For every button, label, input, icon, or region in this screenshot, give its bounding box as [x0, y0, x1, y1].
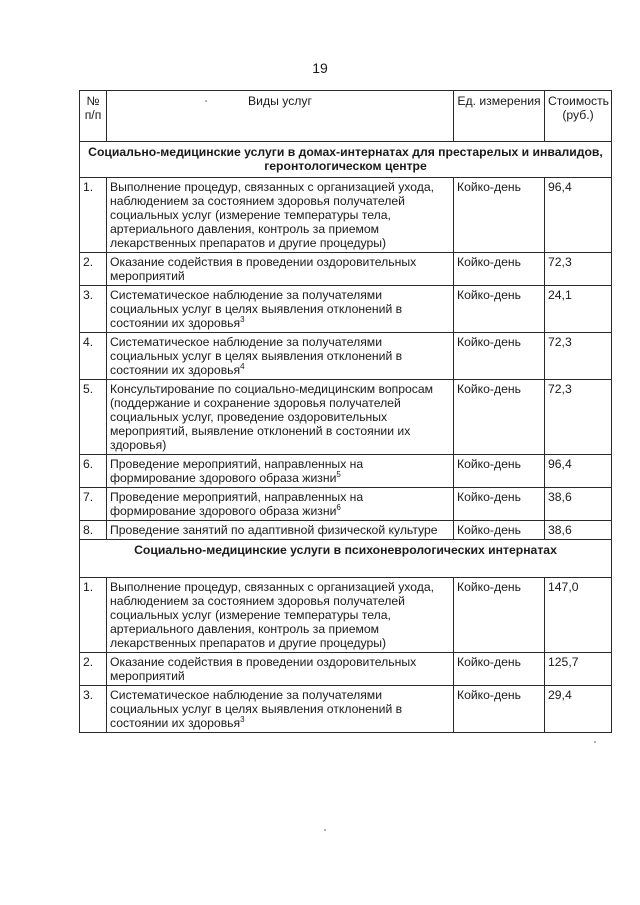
unit-cell: Койко-день [454, 178, 545, 253]
row-number: 7. [80, 488, 107, 521]
footnote-marker: 3 [240, 714, 245, 724]
row-number: 8. [80, 521, 107, 540]
service-name: Выполнение процедур, связанных с организацией ухода, наблюдением за состоянием здоровья получателей социальных услуг (измерение температуры тела, артериального давления, контроль за приемом лекарственных препаратов и другие процедуры) [110, 580, 435, 650]
unit-cell: Койко-день [454, 333, 545, 380]
table-row [80, 380, 612, 455]
row-number: 3. [80, 286, 107, 333]
service-name-cell [107, 455, 454, 488]
table-row [80, 178, 612, 253]
header-num: № п/п [80, 91, 107, 142]
service-name-cell [107, 686, 454, 733]
row-number: 5. [80, 380, 107, 455]
footnote-marker: 5 [336, 469, 341, 479]
service-name: Систематическое наблюдение за получателями социальных услуг в целях выявления отклонений в состоянии их здоровья [110, 335, 403, 377]
cost-cell: 29,4 [545, 686, 612, 733]
unit-cell: Койко-день [454, 686, 545, 733]
cost-cell: 38,6 [545, 488, 612, 521]
table-row [80, 286, 612, 333]
service-name-cell [107, 178, 454, 253]
table-row [80, 253, 612, 286]
cost-cell: 147,0 [545, 578, 612, 653]
cost-cell: 24,1 [545, 286, 612, 333]
service-name: Систематическое наблюдение за получателями социальных услуг в целях выявления отклонений в состоянии их здоровья [110, 688, 403, 730]
unit-cell: Койко-день [454, 521, 545, 540]
table-row [80, 578, 612, 653]
scan-speck [594, 741, 596, 743]
service-name: Оказание содействия в проведении оздоровительных мероприятий [110, 255, 417, 283]
service-name-cell [107, 333, 454, 380]
footnote-marker: 3 [240, 314, 245, 324]
service-name: Проведение мероприятий, направленных на формирование здорового образа жизни [110, 457, 364, 485]
service-name-cell [107, 653, 454, 686]
row-number: 3. [80, 686, 107, 733]
cost-cell: 96,4 [545, 178, 612, 253]
header-cost: Стоимость (руб.) [545, 91, 612, 142]
service-name-cell [107, 380, 454, 455]
table-row [80, 333, 612, 380]
table-row [80, 653, 612, 686]
service-name: Проведение мероприятий, направленных на формирование здорового образа жизни [110, 490, 364, 518]
service-name-cell [107, 521, 454, 540]
row-number: 2. [80, 653, 107, 686]
header-unit: Ед. измерения [454, 91, 545, 142]
service-name: Оказание содействия в проведении оздоровительных мероприятий [110, 655, 417, 683]
page-number: 19 [312, 60, 328, 76]
row-number: 6. [80, 455, 107, 488]
unit-cell: Койко-день [454, 653, 545, 686]
cost-cell: 72,3 [545, 333, 612, 380]
scan-speck [324, 829, 326, 831]
row-number: 1. [80, 578, 107, 653]
section-header-row [80, 142, 612, 178]
table-header-row [80, 91, 612, 142]
table-row [80, 686, 612, 733]
cost-cell: 125,7 [545, 653, 612, 686]
service-name: Проведение занятий по адаптивной физической культуре [110, 523, 438, 537]
table-row [80, 488, 612, 521]
unit-cell: Койко-день [454, 380, 545, 455]
scan-speck [205, 100, 207, 102]
services-table [79, 90, 612, 733]
row-number: 4. [80, 333, 107, 380]
unit-cell: Койко-день [454, 578, 545, 653]
service-name: Выполнение процедур, связанных с организацией ухода, наблюдением за состоянием здоровья получателей социальных услуг (измерение температуры тела, артериального давления, контроль за приемом лекарственных препаратов и другие процедуры) [110, 180, 435, 250]
row-number: 2. [80, 253, 107, 286]
footnote-marker: 4 [240, 361, 245, 371]
table-row [80, 455, 612, 488]
service-name-cell [107, 253, 454, 286]
row-number: 1. [80, 178, 107, 253]
cost-cell: 72,3 [545, 253, 612, 286]
service-name: Консультирование по социально-медицинским вопросам (поддержание и сохранение здоровья получателей социальных услуг, проведение оздоровительных мероприятий, выявление отклонений в состоянии их здоровья) [110, 382, 434, 452]
cost-cell: 38,6 [545, 521, 612, 540]
cost-cell: 72,3 [545, 380, 612, 455]
unit-cell: Койко-день [454, 455, 545, 488]
section-header-row [80, 540, 612, 578]
table-body [80, 142, 612, 733]
unit-cell: Койко-день [454, 488, 545, 521]
service-name-cell [107, 578, 454, 653]
unit-cell: Койко-день [454, 253, 545, 286]
section-title: Социально-медицинские услуги в домах-интернатах для престарелых и инвалидов, геронтологическом центре [80, 142, 612, 178]
header-name: Виды услуг [107, 91, 454, 142]
unit-cell: Койко-день [454, 286, 545, 333]
cost-cell: 96,4 [545, 455, 612, 488]
service-name-cell [107, 286, 454, 333]
service-name: Систематическое наблюдение за получателями социальных услуг в целях выявления отклонений в состоянии их здоровья [110, 288, 403, 330]
table-row [80, 521, 612, 540]
footnote-marker: 6 [336, 502, 341, 512]
service-name-cell [107, 488, 454, 521]
section-title: Социально-медицинские услуги в психоневрологических интернатах [80, 540, 612, 578]
